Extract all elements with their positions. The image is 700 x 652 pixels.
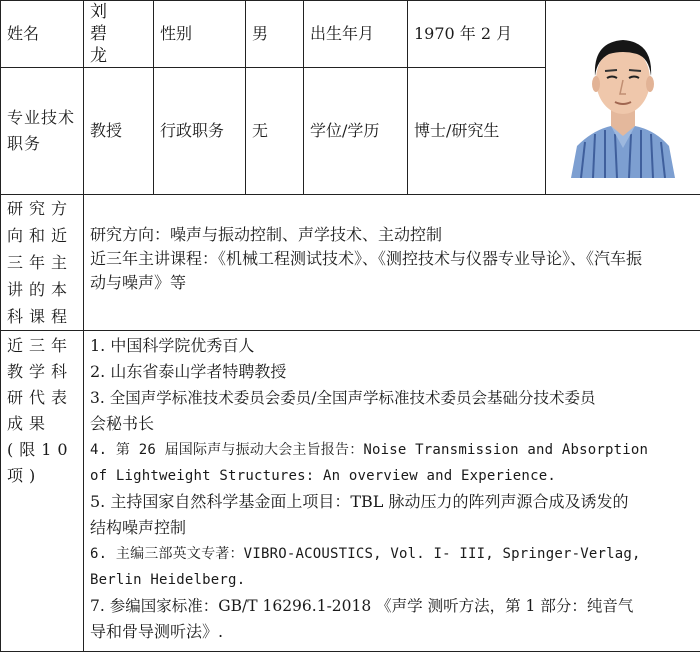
title-label: 专业技术职务 <box>1 68 84 195</box>
achievements-label: 近三年教学科研代表成果(限10项) <box>1 331 84 652</box>
row-research <box>1 195 700 331</box>
research-line: 动与噪声》等 <box>90 271 694 295</box>
photo-cell <box>546 1 700 195</box>
name-value: 刘 碧 龙 <box>84 1 154 68</box>
achievements-content <box>84 331 700 652</box>
admin-value: 无 <box>246 68 304 195</box>
row-achievements <box>1 331 700 652</box>
achievement-line: of Lightweight Structures: An overview and Experience. <box>90 463 694 489</box>
gender-value: 男 <box>246 1 304 68</box>
research-line: 研究方向：噪声与振动控制、声学技术、主动控制 <box>90 223 694 247</box>
title-value: 教授 <box>84 68 154 195</box>
achievement-line: 2. 山东省泰山学者特聘教授 <box>90 359 694 385</box>
achievement-line: Berlin Heidelberg. <box>90 567 694 593</box>
achievement-line: 7. 参编国家标准：GB/T 16296.1-2018 《声学 测听方法，第 1 部分：纯音气 <box>90 593 694 619</box>
admin-label: 行政职务 <box>154 68 246 195</box>
degree-label: 学位/学历 <box>304 68 408 195</box>
gender-label: 性别 <box>154 1 246 68</box>
achievement-line: 结构噪声控制 <box>90 515 694 541</box>
row-name <box>1 1 700 68</box>
research-label: 研究方向和近三年主讲的本科课程 <box>1 195 84 331</box>
achievement-line: 5. 主持国家自然科学基金面上项目：TBL 脉动压力的阵列声源合成及诱发的 <box>90 489 694 515</box>
achievement-line: 6. 主编三部英文专著：VIBRO-ACOUSTICS, Vol. I- III, Springer-Verlag, <box>90 541 694 567</box>
achievement-line: 导和骨导测听法》. <box>90 619 694 645</box>
birth-value: 1970 年 2 月 <box>408 1 546 68</box>
achievement-line: 1. 中国科学院优秀百人 <box>90 333 694 359</box>
degree-value: 博士/研究生 <box>408 68 546 195</box>
achievement-line: 4. 第 26 届国际声与振动大会主旨报告：Noise Transmission and Absorption <box>90 437 694 463</box>
research-content <box>84 195 700 331</box>
research-line: 近三年主讲课程：《机械工程测试技术》、《测控技术与仪器专业导论》、《汽车振 <box>90 247 694 271</box>
achievement-line: 3. 全国声学标准技术委员会委员/全国声学标准技术委员会基础分技术委员 <box>90 385 694 411</box>
name-label: 姓名 <box>1 1 84 68</box>
achievement-line: 会秘书长 <box>90 411 694 437</box>
portrait-photo <box>563 18 683 178</box>
birth-label: 出生年月 <box>304 1 408 68</box>
